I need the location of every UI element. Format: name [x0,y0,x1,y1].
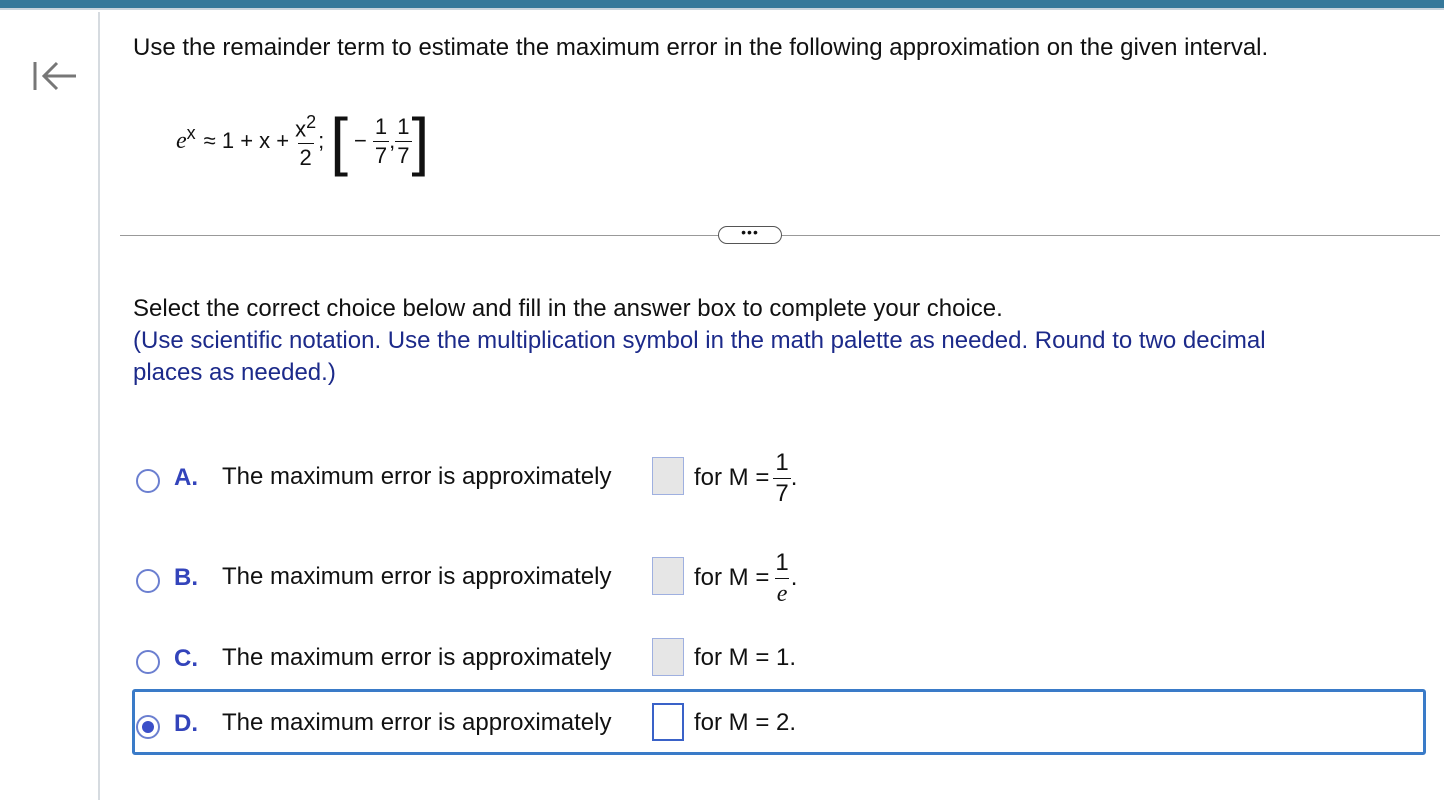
choice-c-letter: C. [174,645,198,672]
hint-line-1: (Use scientific notation. Use the multiplication symbol in the math palette as needed. Round to two decimal [133,327,1266,354]
top-bar [0,0,1444,10]
choice-b-suffix: for M = $\frac{1}{e}$ . [694,548,798,607]
comma: , [389,128,396,153]
choice-d-letter: D. [174,710,198,737]
choice-a-text: The maximum error is approximately [222,463,612,490]
bracket-left: [ [330,105,349,177]
choice-c-text: The maximum error is approximately [222,644,612,671]
formula [176,96,429,186]
choice-b-answer-box[interactable] [652,557,684,595]
choice-b-radio[interactable] [136,569,160,593]
formula-fraction: $\frac{x^2}{2}$ [295,111,317,171]
formula-base: e [176,127,187,154]
interval-left: $\frac{1}{7}$ [374,113,388,168]
choice-a-answer-box[interactable] [652,457,684,495]
formula-approx: ≈ 1 + x + [203,128,290,153]
collapse-left-icon[interactable] [30,56,80,96]
bracket-right: ] [411,105,430,177]
choice-b-letter: B. [174,564,198,591]
instructions: Select the correct choice below and fill in the answer box to complete your choice. [133,295,1003,322]
question-prompt: Use the remainder term to estimate the maximum error in the following approximation on the given interval. [133,34,1269,61]
sidebar-divider [98,12,100,800]
choice-a-radio[interactable] [136,469,160,493]
choice-a-suffix: for M = $\frac{1}{7}$ . [694,448,798,507]
hint-line-2: places as needed.) [133,359,336,386]
formula-sep: ; [318,128,325,153]
choice-c-suffix: for M = 1. [694,644,797,671]
choice-b-text: The maximum error is approximately [222,563,612,590]
choice-d-radio[interactable] [136,715,160,739]
choice-c-radio[interactable] [136,650,160,674]
interval-right: $\frac{1}{7}$ [397,113,410,168]
choice-d-suffix: for M = 2. [694,709,797,736]
choice-c-answer-box[interactable] [652,638,684,676]
choice-d-answer-box[interactable] [652,703,684,741]
minus: − [354,128,367,153]
formula-exp: x [186,122,196,143]
choice-d-text: The maximum error is approximately [222,709,612,736]
choice-a-letter: A. [174,464,198,491]
expand-button[interactable]: ••• [718,226,782,244]
